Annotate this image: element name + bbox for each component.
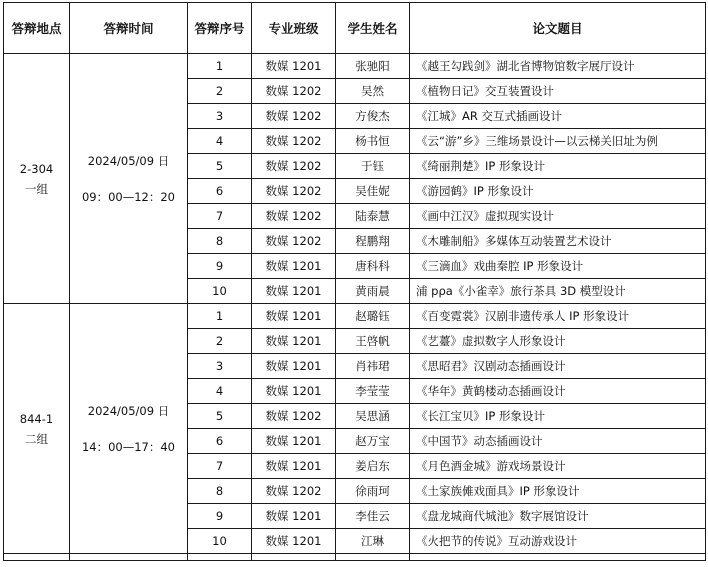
row-number: 4 <box>188 129 252 154</box>
row-thesis-title: 《云“游”乡》三维场景设计—以云梯关旧址为例 <box>410 129 706 154</box>
row-thesis-title: 《盘龙城商代城池》数字展馆设计 <box>410 504 706 529</box>
group-label: 一组 <box>25 181 48 196</box>
row-class: 数媒 1201 <box>252 529 336 554</box>
row-thesis-title: 《思昭君》汉剧动态插画设计 <box>410 354 706 379</box>
row-number: 1 <box>188 54 252 79</box>
row-student-name: 黄雨晨 <box>336 279 410 304</box>
empty-cell <box>4 554 70 561</box>
row-number: 2 <box>188 329 252 354</box>
header-time: 答辩时间 <box>70 3 188 54</box>
row-class: 数媒 1201 <box>252 304 336 329</box>
group-time <box>70 54 188 304</box>
empty-cell <box>252 554 336 561</box>
group-room: 844-1 <box>19 411 54 426</box>
row-class: 数媒 1201 <box>252 54 336 79</box>
table-row <box>4 304 706 329</box>
row-thesis-title: 《土家族傩戏面具》IP 形象设计 <box>410 479 706 504</box>
row-number: 6 <box>188 429 252 454</box>
header-number: 答辩序号 <box>188 3 252 54</box>
row-class: 数媒 1201 <box>252 454 336 479</box>
row-thesis-title: 《火把节的传说》互动游戏设计 <box>410 529 706 554</box>
row-student-name: 姜启东 <box>336 454 410 479</box>
row-thesis-title: 《江城》AR 交互式插画设计 <box>410 104 706 129</box>
row-thesis-title: 《画中江汉》虚拟现实设计 <box>410 204 706 229</box>
row-student-name: 陆泰慧 <box>336 204 410 229</box>
row-student-name: 王啓帆 <box>336 329 410 354</box>
defense-schedule-table <box>3 2 706 561</box>
header-row <box>4 3 706 54</box>
row-student-name: 程鹏翔 <box>336 229 410 254</box>
row-class: 数媒 1201 <box>252 429 336 454</box>
row-thesis-title: 《月色酒金城》游戏场景设计 <box>410 454 706 479</box>
row-student-name: 赵万宝 <box>336 429 410 454</box>
row-student-name: 吴思涵 <box>336 404 410 429</box>
empty-cell <box>188 554 252 561</box>
row-student-name: 方俊杰 <box>336 104 410 129</box>
row-class: 数媒 1201 <box>252 329 336 354</box>
row-number: 9 <box>188 254 252 279</box>
row-number: 5 <box>188 404 252 429</box>
group-room: 2-304 <box>19 161 54 176</box>
row-class: 数媒 1202 <box>252 154 336 179</box>
row-number: 6 <box>188 179 252 204</box>
row-class: 数媒 1202 <box>252 129 336 154</box>
group-place <box>4 304 70 554</box>
row-student-name: 肖祎珺 <box>336 354 410 379</box>
header-class: 专业班级 <box>252 3 336 54</box>
group-time-range: 09：00—12：20 <box>81 189 176 204</box>
row-thesis-title: 《绮丽荆楚》IP 形象设计 <box>410 154 706 179</box>
row-number: 1 <box>188 304 252 329</box>
row-student-name: 于钰 <box>336 154 410 179</box>
row-class: 数媒 1202 <box>252 229 336 254</box>
row-class: 数媒 1202 <box>252 79 336 104</box>
row-student-name: 吴然 <box>336 79 410 104</box>
row-number: 9 <box>188 504 252 529</box>
row-thesis-title: 《游园鹤》IP 形象设计 <box>410 179 706 204</box>
row-number: 2 <box>188 79 252 104</box>
row-number: 8 <box>188 229 252 254</box>
row-number: 4 <box>188 379 252 404</box>
row-student-name: 李莹莹 <box>336 379 410 404</box>
group-label: 二组 <box>25 431 48 446</box>
row-thesis-title: 《木雕制船》多媒体互动装置艺术设计 <box>410 229 706 254</box>
row-class: 数媒 1202 <box>252 204 336 229</box>
empty-cell <box>410 554 706 561</box>
row-student-name: 江琳 <box>336 529 410 554</box>
row-class: 数媒 1202 <box>252 404 336 429</box>
empty-cell <box>70 554 188 561</box>
row-student-name: 李佳云 <box>336 504 410 529</box>
row-student-name: 吴佳妮 <box>336 179 410 204</box>
row-thesis-title: 《艺薹》虚拟数字人形象设计 <box>410 329 706 354</box>
row-student-name: 赵璐钰 <box>336 304 410 329</box>
row-number: 5 <box>188 154 252 179</box>
row-thesis-title: 《华年》黄鹤楼动态插画设计 <box>410 379 706 404</box>
row-thesis-title: 《越王勾践剑》湖北省博物馆数字展厅设计 <box>410 54 706 79</box>
row-number: 10 <box>188 279 252 304</box>
header-student-name: 学生姓名 <box>336 3 410 54</box>
row-student-name: 唐科科 <box>336 254 410 279</box>
row-thesis-title: 《中国节》动态插画设计 <box>410 429 706 454</box>
row-number: 10 <box>188 529 252 554</box>
header-place: 答辩地点 <box>4 3 70 54</box>
row-thesis-title: 《百变霓裳》汉剧非遗传承人 IP 形象设计 <box>410 304 706 329</box>
row-thesis-title: 《植物日记》交互装置设计 <box>410 79 706 104</box>
row-student-name: 徐雨珂 <box>336 479 410 504</box>
row-class: 数媒 1201 <box>252 379 336 404</box>
table-row <box>4 54 706 79</box>
table-row-cutoff <box>4 554 706 561</box>
row-student-name: 张驰阳 <box>336 54 410 79</box>
row-number: 8 <box>188 479 252 504</box>
row-class: 数媒 1201 <box>252 279 336 304</box>
group-date: 2024/05/09 日 <box>87 403 170 418</box>
row-number: 7 <box>188 204 252 229</box>
group-place <box>4 54 70 304</box>
row-thesis-title: 浦 pρa《小雀幸》旅行茶具 3D 模型设计 <box>410 279 706 304</box>
row-thesis-title: 《长江宝贝》IP 形象设计 <box>410 404 706 429</box>
row-number: 3 <box>188 354 252 379</box>
empty-cell <box>336 554 410 561</box>
row-class: 数媒 1201 <box>252 354 336 379</box>
row-number: 7 <box>188 454 252 479</box>
row-class: 数媒 1202 <box>252 179 336 204</box>
row-thesis-title: 《三滴血》戏曲秦腔 IP 形象设计 <box>410 254 706 279</box>
row-class: 数媒 1202 <box>252 479 336 504</box>
row-class: 数媒 1202 <box>252 104 336 129</box>
group-time-range: 14：00—17：40 <box>81 439 176 454</box>
group-date: 2024/05/09 日 <box>87 153 170 168</box>
row-number: 3 <box>188 104 252 129</box>
row-class: 数媒 1201 <box>252 504 336 529</box>
header-thesis-title: 论文题目 <box>410 3 706 54</box>
row-student-name: 杨书恒 <box>336 129 410 154</box>
row-class: 数媒 1201 <box>252 254 336 279</box>
group-time <box>70 304 188 554</box>
